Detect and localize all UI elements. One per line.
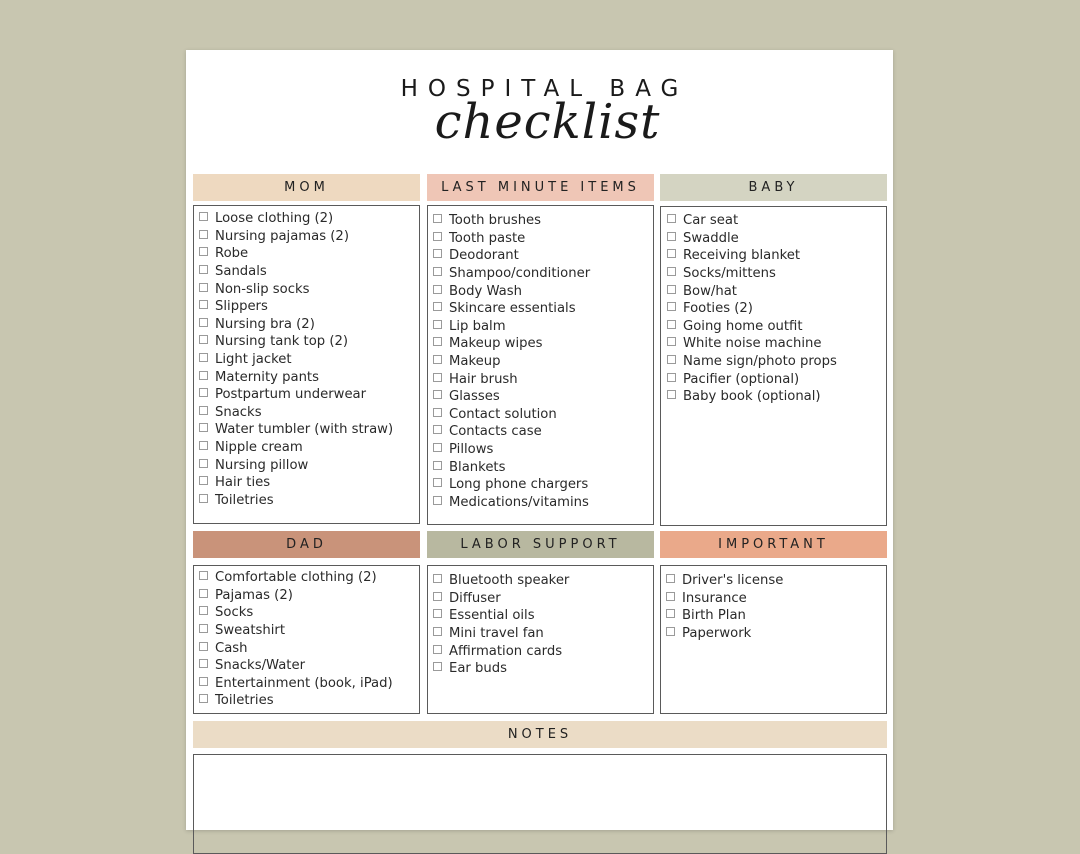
- checkbox-icon[interactable]: [433, 249, 442, 258]
- checklist-item[interactable]: [667, 388, 886, 406]
- checkbox-icon[interactable]: [199, 388, 208, 397]
- checkbox-icon[interactable]: [667, 249, 676, 258]
- checklist-item[interactable]: [199, 639, 419, 657]
- checkbox-icon[interactable]: [667, 355, 676, 364]
- checklist-item-label: Socks/mittens: [683, 266, 776, 282]
- checkbox-icon[interactable]: [199, 606, 208, 615]
- checklist-item[interactable]: [199, 456, 419, 474]
- checklist-item-label: Skincare essentials: [449, 301, 576, 317]
- checklist-item-label: Nursing tank top (2): [215, 334, 349, 350]
- section-dad-box: [193, 565, 420, 714]
- checkbox-icon[interactable]: [433, 627, 442, 636]
- checkbox-icon[interactable]: [199, 423, 208, 432]
- checklist-item[interactable]: [199, 569, 419, 587]
- checklist-item-label: Mini travel fan: [449, 626, 544, 642]
- checkbox-icon[interactable]: [199, 371, 208, 380]
- checkbox-icon[interactable]: [199, 659, 208, 668]
- checkbox-icon[interactable]: [199, 335, 208, 344]
- section-important-header: IMPORTANT: [660, 531, 887, 558]
- baby-list: [667, 212, 886, 406]
- checklist-item-label: Name sign/photo props: [683, 354, 837, 370]
- notes-box[interactable]: [193, 754, 887, 854]
- section-baby: [660, 174, 887, 405]
- checklist-item[interactable]: [666, 590, 886, 608]
- checklist-item[interactable]: [199, 439, 419, 457]
- checklist-item[interactable]: [433, 388, 653, 406]
- checklist-item-label: Sweatshirt: [215, 623, 286, 639]
- checklist-item[interactable]: [199, 263, 419, 281]
- checklist-item[interactable]: [433, 406, 653, 424]
- checkbox-icon[interactable]: [433, 390, 442, 399]
- checklist-item[interactable]: [666, 572, 886, 590]
- checklist-item[interactable]: [433, 247, 653, 265]
- checkbox-icon[interactable]: [433, 267, 442, 276]
- checklist-item[interactable]: [199, 474, 419, 492]
- checklist-item[interactable]: [433, 353, 653, 371]
- checklist-item[interactable]: [199, 675, 419, 693]
- checkbox-icon[interactable]: [667, 214, 676, 223]
- checklist-item-label: Nipple cream: [215, 440, 303, 456]
- checklist-item[interactable]: [667, 318, 886, 336]
- checklist-item-label: Tooth brushes: [449, 213, 542, 229]
- checklist-item-label: Baby book (optional): [683, 389, 821, 405]
- checkbox-icon[interactable]: [433, 592, 442, 601]
- checklist-item-label: Receiving blanket: [683, 248, 801, 264]
- checkbox-icon[interactable]: [433, 302, 442, 311]
- checklist-item-label: Driver's license: [682, 573, 784, 589]
- checklist-item-label: Paperwork: [682, 626, 752, 642]
- checkbox-icon[interactable]: [199, 571, 208, 580]
- checklist-item[interactable]: [199, 228, 419, 246]
- checkbox-icon[interactable]: [667, 390, 676, 399]
- checklist-item-label: Nursing pajamas (2): [215, 228, 349, 244]
- checklist-item[interactable]: [199, 404, 419, 422]
- checkbox-icon[interactable]: [199, 283, 208, 292]
- checkbox-icon[interactable]: [433, 461, 442, 470]
- checkbox-icon[interactable]: [433, 320, 442, 329]
- checklist-item[interactable]: [433, 441, 653, 459]
- checkbox-icon[interactable]: [433, 425, 442, 434]
- checklist-item-label: Water tumbler (with straw): [215, 422, 394, 438]
- checklist-item[interactable]: [199, 587, 419, 605]
- checklist-item-label: Shampoo/conditioner: [449, 266, 591, 282]
- checklist-item[interactable]: [199, 298, 419, 316]
- checklist-item[interactable]: [433, 265, 653, 283]
- checklist-item-label: Sandals: [215, 264, 267, 280]
- checklist-item-label: Entertainment (book, iPad): [215, 675, 393, 691]
- checkbox-icon[interactable]: [433, 373, 442, 382]
- labor-support-list: [433, 572, 653, 678]
- checkbox-icon[interactable]: [199, 265, 208, 274]
- checklist-item[interactable]: [199, 657, 419, 675]
- checkbox-icon[interactable]: [667, 267, 676, 276]
- last-minute-list: [433, 212, 653, 511]
- checklist-item[interactable]: [666, 625, 886, 643]
- checklist-item-label: Diffuser: [449, 590, 501, 606]
- checkbox-icon[interactable]: [433, 337, 442, 346]
- checklist-item[interactable]: [433, 318, 653, 336]
- checklist-item[interactable]: [199, 492, 419, 510]
- checkbox-icon[interactable]: [199, 212, 208, 221]
- checkbox-icon[interactable]: [666, 574, 675, 583]
- checkbox-icon[interactable]: [433, 443, 442, 452]
- checkbox-icon[interactable]: [667, 337, 676, 346]
- checklist-item-label: Birth Plan: [682, 608, 746, 624]
- checklist-item-label: Makeup: [449, 354, 501, 370]
- checklist-item-label: Socks: [215, 605, 254, 621]
- checklist-item[interactable]: [667, 247, 886, 265]
- checkbox-icon[interactable]: [667, 285, 676, 294]
- section-labor-support: [427, 531, 654, 677]
- checklist-item[interactable]: [666, 607, 886, 625]
- checklist-item[interactable]: [433, 458, 653, 476]
- checklist-item-label: Hair ties: [215, 475, 271, 491]
- checklist-item-label: White noise machine: [683, 336, 822, 352]
- checkbox-icon[interactable]: [433, 609, 442, 618]
- checkbox-icon[interactable]: [433, 214, 442, 223]
- section-notes-header: NOTES: [193, 721, 887, 748]
- checklist-item-label: Body Wash: [449, 283, 522, 299]
- checklist-item[interactable]: [199, 210, 419, 228]
- checklist-item[interactable]: [433, 300, 653, 318]
- dad-list: [199, 569, 419, 710]
- checkbox-icon[interactable]: [199, 589, 208, 598]
- mom-list: [199, 210, 419, 509]
- checklist-item[interactable]: [199, 368, 419, 386]
- checklist-item[interactable]: [433, 607, 653, 625]
- checklist-item-label: Snacks/Water: [215, 658, 305, 674]
- checklist-item[interactable]: [199, 692, 419, 710]
- section-mom-header: MOM: [193, 174, 420, 201]
- checkbox-icon[interactable]: [667, 373, 676, 382]
- checklist-item[interactable]: [667, 282, 886, 300]
- checklist-item[interactable]: [433, 476, 653, 494]
- checklist-item-label: Makeup wipes: [449, 336, 543, 352]
- checklist-item-label: Car seat: [683, 213, 739, 229]
- checkbox-icon[interactable]: [666, 592, 675, 601]
- checkbox-icon[interactable]: [199, 476, 208, 485]
- checklist-item[interactable]: [199, 316, 419, 334]
- checkbox-icon[interactable]: [199, 694, 208, 703]
- checkbox-icon[interactable]: [199, 624, 208, 633]
- checklist-item-label: Essential oils: [449, 608, 535, 624]
- checklist-item[interactable]: [667, 370, 886, 388]
- checkbox-icon[interactable]: [433, 232, 442, 241]
- checkbox-icon[interactable]: [433, 645, 442, 654]
- checklist-item-label: Toiletries: [215, 693, 274, 709]
- checklist-item[interactable]: [433, 282, 653, 300]
- checkbox-icon[interactable]: [199, 230, 208, 239]
- checkbox-icon[interactable]: [199, 642, 208, 651]
- section-baby-box: [660, 206, 887, 526]
- checkbox-icon[interactable]: [433, 496, 442, 505]
- checklist-item[interactable]: [667, 230, 886, 248]
- section-last-minute-box: [427, 205, 654, 525]
- checklist-item-label: Postpartum underwear: [215, 387, 367, 403]
- section-dad: [193, 531, 420, 709]
- section-last-minute-header: LAST MINUTE ITEMS: [427, 174, 654, 201]
- checklist-item-label: Maternity pants: [215, 369, 319, 385]
- checklist-item[interactable]: [433, 660, 653, 678]
- checklist-item-label: Affirmation cards: [449, 643, 563, 659]
- checklist-item-label: Medications/vitamins: [449, 494, 589, 510]
- checkbox-icon[interactable]: [433, 408, 442, 417]
- checklist-item[interactable]: [667, 300, 886, 318]
- section-baby-header: BABY: [660, 174, 887, 201]
- checklist-item[interactable]: [667, 212, 886, 230]
- section-important: [660, 531, 887, 642]
- checkbox-icon[interactable]: [199, 494, 208, 503]
- checklist-item-label: Long phone chargers: [449, 477, 589, 493]
- checkbox-icon[interactable]: [199, 441, 208, 450]
- checklist-item[interactable]: [433, 335, 653, 353]
- title-hospital-bag: HOSPITAL BAG: [400, 76, 689, 102]
- checklist-item[interactable]: [667, 335, 886, 353]
- checklist-item[interactable]: [433, 494, 653, 512]
- checklist-item[interactable]: [433, 590, 653, 608]
- checkbox-icon[interactable]: [667, 232, 676, 241]
- checkbox-icon[interactable]: [667, 302, 676, 311]
- checklist-item[interactable]: [199, 245, 419, 263]
- checklist-item[interactable]: [199, 351, 419, 369]
- title-checklist: checklist: [434, 94, 661, 150]
- checkbox-icon[interactable]: [433, 574, 442, 583]
- checklist-item-label: Tooth paste: [449, 230, 526, 246]
- checklist-item[interactable]: [433, 572, 653, 590]
- checklist-page: [186, 50, 893, 830]
- checklist-item-label: Nursing bra (2): [215, 316, 315, 332]
- checkbox-icon[interactable]: [433, 478, 442, 487]
- checklist-item-label: Bow/hat: [683, 283, 737, 299]
- checklist-item[interactable]: [433, 230, 653, 248]
- checklist-item-label: Robe: [215, 246, 249, 262]
- section-important-box: [660, 565, 887, 714]
- checklist-item[interactable]: [199, 386, 419, 404]
- checkbox-icon[interactable]: [666, 609, 675, 618]
- section-mom: [193, 174, 420, 508]
- checklist-item[interactable]: [199, 622, 419, 640]
- checklist-item-label: Light jacket: [215, 352, 292, 368]
- checklist-item-label: Lip balm: [449, 318, 506, 334]
- checklist-item[interactable]: [433, 423, 653, 441]
- checklist-item-label: Contacts case: [449, 424, 542, 440]
- checkbox-icon[interactable]: [433, 285, 442, 294]
- checklist-item-label: Swaddle: [683, 230, 739, 246]
- checklist-item-label: Going home outfit: [683, 318, 803, 334]
- checkbox-icon[interactable]: [199, 247, 208, 256]
- checklist-item-label: Pillows: [449, 442, 494, 458]
- checkbox-icon[interactable]: [667, 320, 676, 329]
- checklist-item-label: Pajamas (2): [215, 587, 293, 603]
- checklist-item-label: Ear buds: [449, 661, 507, 677]
- checklist-item-label: Blankets: [449, 459, 506, 475]
- checklist-item[interactable]: [433, 625, 653, 643]
- checklist-item-label: Snacks: [215, 404, 262, 420]
- checklist-item-label: Contact solution: [449, 406, 557, 422]
- checklist-item[interactable]: [433, 212, 653, 230]
- checkbox-icon[interactable]: [199, 300, 208, 309]
- checklist-item-label: Insurance: [682, 590, 747, 606]
- checklist-item-label: Loose clothing (2): [215, 211, 334, 227]
- checklist-item-label: Non-slip socks: [215, 281, 310, 297]
- checklist-item-label: Toiletries: [215, 492, 274, 508]
- section-last-minute: [427, 174, 654, 510]
- section-labor-support-header: LABOR SUPPORT: [427, 531, 654, 558]
- checkbox-icon[interactable]: [199, 677, 208, 686]
- checklist-item[interactable]: [667, 265, 886, 283]
- section-labor-support-box: [427, 565, 654, 714]
- checklist-item-label: Pacifier (optional): [683, 371, 800, 387]
- checklist-item[interactable]: [199, 421, 419, 439]
- important-list: [666, 572, 886, 642]
- checkbox-icon[interactable]: [199, 353, 208, 362]
- checklist-item[interactable]: [433, 370, 653, 388]
- checklist-item-label: Deodorant: [449, 248, 519, 264]
- checklist-item[interactable]: [199, 280, 419, 298]
- checklist-item[interactable]: [199, 604, 419, 622]
- section-notes: [193, 721, 887, 748]
- checkbox-icon[interactable]: [433, 355, 442, 364]
- checklist-item-label: Footies (2): [683, 301, 753, 317]
- checkbox-icon[interactable]: [666, 627, 675, 636]
- checklist-item-label: Glasses: [449, 389, 500, 405]
- section-mom-box: [193, 205, 420, 524]
- checkbox-icon[interactable]: [433, 662, 442, 671]
- checklist-item-label: Comfortable clothing (2): [215, 570, 377, 586]
- checkbox-icon[interactable]: [199, 406, 208, 415]
- checkbox-icon[interactable]: [199, 459, 208, 468]
- checklist-item-label: Bluetooth speaker: [449, 573, 570, 589]
- checklist-item-label: Cash: [215, 640, 248, 656]
- checklist-item[interactable]: [433, 642, 653, 660]
- checkbox-icon[interactable]: [199, 318, 208, 327]
- checklist-item-label: Hair brush: [449, 371, 518, 387]
- checklist-item[interactable]: [667, 353, 886, 371]
- checklist-item[interactable]: [199, 333, 419, 351]
- section-dad-header: DAD: [193, 531, 420, 558]
- checklist-item-label: Nursing pillow: [215, 457, 309, 473]
- checklist-item-label: Slippers: [215, 299, 268, 315]
